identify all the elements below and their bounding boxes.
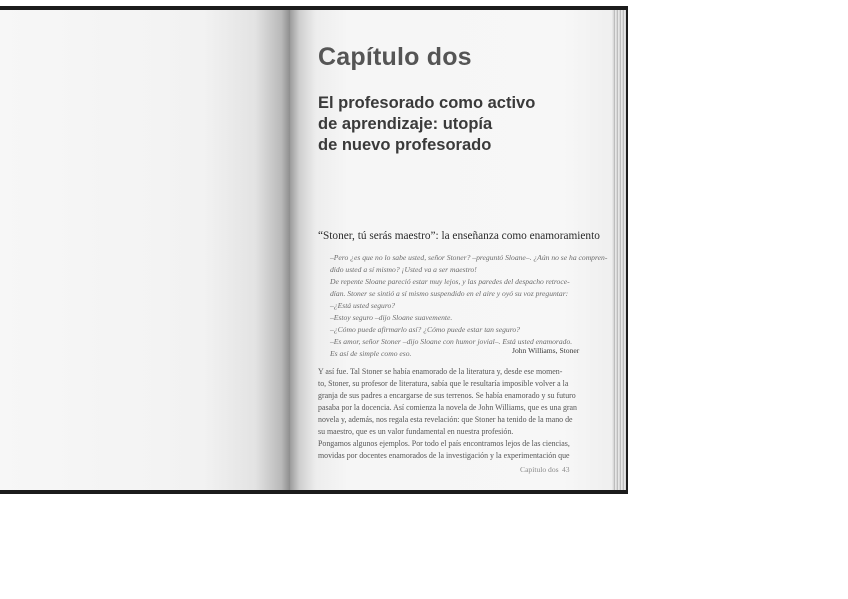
body-text-line: movidas por docentes enamorados de la investigación y la experimentación que (318, 451, 570, 460)
body-text-line: to, Stoner, su profesor de literatura, sabía que le resultaría imposible volver a la (318, 379, 569, 388)
quote-line: dido usted a sí mismo? ¡Usted va a ser maestro! (330, 265, 477, 274)
body-text-line: Y así fue. Tal Stoner se había enamorado de la literatura y, desde ese momen- (318, 367, 563, 376)
body-text-line: novela y, además, nos regala esta revelación: que Stoner ha tenido de la mano de (318, 415, 573, 424)
quote-line: –Estoy seguro –dijo Sloane suavemente. (330, 313, 453, 322)
section-heading: “Stoner, tú serás maestro”: la enseñanza como enamoramiento (318, 230, 600, 242)
running-footer: Capítulo dos (520, 465, 559, 474)
body-text-line: Pongamos algunos ejemplos. Por todo el país encontramos lejos de las ciencias, (318, 439, 570, 448)
chapter-subtitle-line: de aprendizaje: utopía (318, 115, 493, 133)
quote-line: –¿Está usted seguro? (330, 301, 396, 310)
chapter-subtitle-line: El profesorado como activo (318, 94, 536, 112)
quote-line: Es así de simple como eso. (330, 349, 412, 358)
left-page-blank (0, 10, 290, 490)
quote-line: –Es amor, señor Stoner –dijo Sloane con humor jovial–. Está usted enamorado. (330, 337, 573, 346)
chapter-title: Capítulo dos (318, 43, 472, 71)
quote-line: dían. Stoner se sintió a sí mismo suspendido en el aire y oyó su voz preguntar: (330, 289, 569, 298)
quote-line: –¿Cómo puede afirmarlo así? ¿Cómo puede estar tan seguro? (330, 325, 520, 334)
quote-line: De repente Sloane pareció estar muy lejos, y las paredes del despacho retroce- (330, 277, 570, 286)
chapter-subtitle-line: de nuevo profesorado (318, 136, 492, 154)
body-text-line: su maestro, que es un valor fundamental en nuestra profesión. (318, 427, 514, 436)
quote-line: –Pero ¿es que no lo sabe usted, señor Stoner? –preguntó Sloane–. ¿Aún no se ha compren- (330, 253, 608, 262)
quote-attribution: John Williams, Stoner (512, 346, 580, 355)
body-text-line: pasaba por la docencia. Así comienza la novela de John Williams, que es una gran (318, 403, 577, 412)
body-text-line: granja de sus padres a encargarse de sus terrenos. Se había enamorado y su futuro (318, 391, 576, 400)
right-page (290, 10, 612, 490)
page-number: 43 (562, 465, 570, 474)
